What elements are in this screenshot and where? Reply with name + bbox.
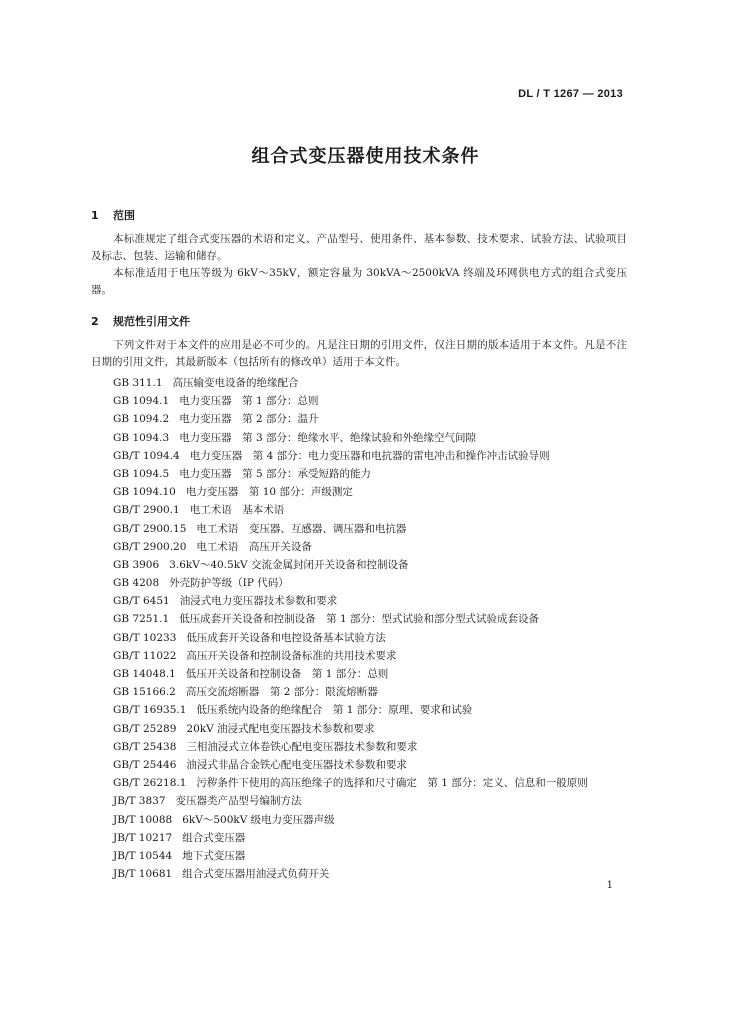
reference-item [113,792,588,810]
reference-title: 电力变压器 第 1 部分：总则 [179,395,319,408]
reference-title: 污秽条件下使用的高压绝缘子的选择和尺寸确定 第 1 部分：定义、信息和一般原则 [196,777,588,790]
section-1-paragraph-1: 本标准规定了组合式变压器的术语和定义、产品型号、使用条件、基本参数、技术要求、试验方法、试验项目及标志、包装、运输和储存。 [91,233,627,262]
reference-item [113,374,588,392]
reference-item [113,447,588,465]
section-title: 范围 [113,209,135,222]
reference-title: 3.6kV～40.5kV 交流金属封闭开关设备和控制设备 [169,558,409,571]
reference-code: GB/T 25438 [113,740,177,753]
reference-item [113,683,588,701]
reference-code: JB/T 10088 [113,813,173,826]
reference-title: 低压成套开关设备和控制设备 第 1 部分：型式试验和部分型式试验成套设备 [179,613,540,626]
reference-code: GB 1094.3 [113,431,170,444]
reference-code: GB 15166.2 [113,686,176,699]
reference-code: GB 7251.1 [113,613,170,626]
reference-item [113,538,588,556]
reference-title: 电力变压器 第 3 部分：绝缘水平、绝缘试验和外绝缘空气间隙 [179,431,477,444]
reference-title: 低压成套开关设备和电控设备基本试验方法 [186,631,386,644]
reference-code: GB 1094.10 [113,486,176,499]
document-title: 组合式变压器使用技术条件 [251,146,480,167]
reference-list [113,374,588,883]
reference-item [113,665,588,683]
reference-item [113,410,588,428]
reference-item [113,392,588,410]
reference-title: 低压开关设备和控制设备 第 1 部分：总则 [185,668,389,680]
section-number: 2 [91,315,99,328]
reference-title: 高压输变电设备的绝缘配合 [172,377,299,389]
reference-title: 20kV 油浸式配电变压器技术参数和要求 [186,722,375,735]
reference-code: GB/T 26218.1 [113,777,187,790]
reference-code: JB/T 10544 [113,849,173,862]
reference-code: GB/T 2900.15 [113,522,187,535]
section-number: 1 [91,209,99,222]
reference-code: GB 14048.1 [113,668,176,680]
reference-item [113,756,588,774]
reference-item [113,701,588,719]
reference-code: GB/T 2900.1 [113,504,180,517]
reference-item [113,610,588,628]
reference-code: GB/T 6451 [113,595,170,608]
reference-code: GB 3906 [113,558,160,571]
section-2-heading [91,313,190,329]
reference-item [113,774,588,792]
reference-code: GB 1094.2 [113,413,170,426]
reference-title: 油浸式电力变压器技术参数和要求 [179,595,338,608]
reference-code: JB/T 10681 [113,868,173,881]
reference-title: 电工术语 基本术语 [189,504,285,517]
reference-title: 电工术语 高压开关设备 [196,540,312,553]
reference-title: 高压开关设备和控制设备标准的共用技术要求 [186,649,397,662]
reference-code: GB 311.1 [113,377,163,389]
reference-item [113,865,588,883]
reference-title: 三相油浸式立体卷铁心配电变压器技术参数和要求 [186,740,418,753]
reference-item [113,847,588,865]
reference-title: 电力变压器 第 5 部分：承受短路的能力 [179,467,372,480]
reference-item [113,465,588,483]
reference-title: 油浸式非晶合金铁心配电变压器技术参数和要求 [186,758,407,771]
reference-item [113,811,588,829]
reference-title: 组合式变压器用油浸式负荷开关 [182,868,330,881]
reference-code: GB 1094.1 [113,395,170,408]
reference-item [113,647,588,665]
reference-code: GB/T 1094.4 [113,449,180,462]
reference-item [113,592,588,610]
reference-title: 电力变压器 第 4 部分：电力变压器和电抗器的雷电冲击和操作冲击试验导则 [189,449,550,462]
reference-title: 地下式变压器 [182,849,246,862]
reference-code: GB/T 25289 [113,722,177,735]
reference-item [113,738,588,756]
reference-item [113,429,588,447]
section-2-paragraph-1: 下列文件对于本文件的应用是必不可少的。凡是注日期的引用文件，仅注日期的版本适用于本文件。凡是不注日期的引用文件，其最新版本（包括所有的修改单）适用于本文件。 [91,339,627,368]
reference-code: GB/T 11022 [113,649,177,662]
reference-item [113,520,588,538]
reference-code: JB/T 3837 [113,795,166,808]
reference-title: 电力变压器 第 10 部分：声级测定 [185,486,353,499]
reference-code: GB 1094.5 [113,467,170,480]
reference-code: GB 4208 [113,577,160,590]
reference-code: GB/T 10233 [113,631,177,644]
section-1-heading [91,207,135,223]
reference-title: 电工术语 变压器、互感器、调压器和电抗器 [196,522,407,535]
reference-item [113,483,588,501]
reference-title: 电力变压器 第 2 部分：温升 [179,413,319,426]
reference-title: 低压系统内设备的绝缘配合 第 1 部分：原理、要求和试验 [196,704,473,717]
reference-item [113,829,588,847]
reference-code: GB/T 2900.20 [113,540,187,553]
reference-title: 6kV～500kV 级电力变压器声级 [182,813,335,826]
section-title: 规范性引用文件 [113,315,190,328]
reference-title: 组合式变压器 [182,831,246,844]
standard-code: DL / T 1267 — 2013 [518,88,623,100]
page-number: 1 [606,880,613,891]
reference-code: GB/T 16935.1 [113,704,187,717]
reference-item [113,629,588,647]
reference-code: JB/T 10217 [113,831,173,844]
reference-title: 变压器类产品型号编制方法 [175,795,302,808]
reference-item [113,574,588,592]
reference-item [113,501,588,519]
section-1-paragraph-2: 本标准适用于电压等级为 6kV～35kV，额定容量为 30kVA～2500kVA 终端及环网供电方式的组合式变压器。 [91,267,627,296]
reference-item [113,556,588,574]
reference-code: GB/T 25446 [113,758,177,771]
reference-item [113,720,588,738]
reference-title: 外壳防护等级（IP 代码） [169,577,289,590]
reference-title: 高压交流熔断器 第 2 部分：限流熔断器 [185,686,378,699]
